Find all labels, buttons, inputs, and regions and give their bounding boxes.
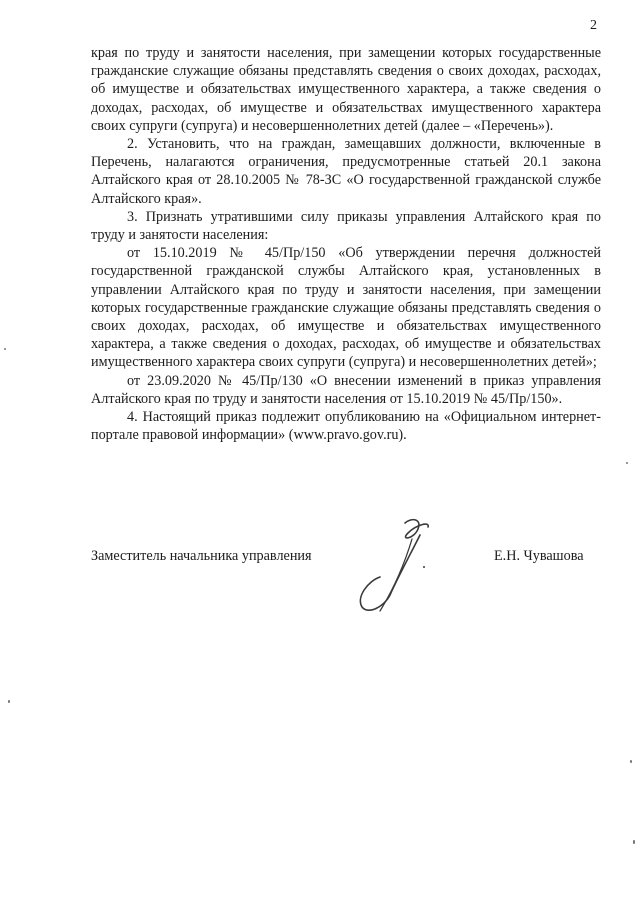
paragraph-repealed-order-2: от 23.09.2020 № 45/Пр/130 «О внесении изменений в приказ управления Алтайского края по труду и занятости населения от 15.10.2019 № 45/Пр/150». <box>91 372 601 407</box>
paragraph-item-4: 4. Настоящий приказ подлежит опубликованию на «Официальном интернет-портале правовой информации» (www.pravo.gov.ru). <box>91 409 601 444</box>
scan-speck <box>630 760 632 763</box>
paragraph-perechen-continuation: края по труду и занятости населения, при замещении которых государственные гражданские служащие обязаны представлять сведения о своих доходах, расходах, об имуществе и обязательствах имущественного характера, а также сведения о доходах, расходах, об имуществе и обязательствах имущественного характера своих супруги (супруга) и несовершеннолетних детей (далее – «Перечень»). <box>91 45 601 134</box>
scan-speck <box>626 462 628 464</box>
handwritten-signature <box>350 515 460 620</box>
scan-speck <box>633 840 635 844</box>
scan-speck <box>4 348 6 350</box>
paragraph-item-2: 2. Установить, что на граждан, замещавших должности, включенные в Перечень, налагаются ограничения, предусмотренные статьей 20.1 закона Алтайского края от 28.10.2005 № 78-ЗС «О государственной гражданской службе Алтайского края». <box>91 136 601 207</box>
signer-position: Заместитель начальника управления <box>91 548 312 564</box>
signer-name: Е.Н. Чувашова <box>494 548 584 564</box>
paragraph-item-3: 3. Признать утратившими силу приказы управления Алтайского края по труду и занятости населения: <box>91 208 601 244</box>
page-number: 2 <box>590 18 597 33</box>
scan-speck <box>8 700 10 703</box>
paragraph-repealed-order-1: от 15.10.2019 № 45/Пр/150 «Об утверждении перечня должностей государственной гражданской службы Алтайского края, установленных в управлении Алтайского края по труду и занятости населения, при замещении которых государственные гражданские служащие обязаны представлять сведения о своих доходах, расходах, об имуществе и обязательствах имущественного характера, а также сведения о доходах, расходах, об имуществе и обязательствах имущественного характера своих супруги (супруга) и несовершеннолетних детей»; <box>91 245 601 371</box>
document-body <box>91 44 601 444</box>
